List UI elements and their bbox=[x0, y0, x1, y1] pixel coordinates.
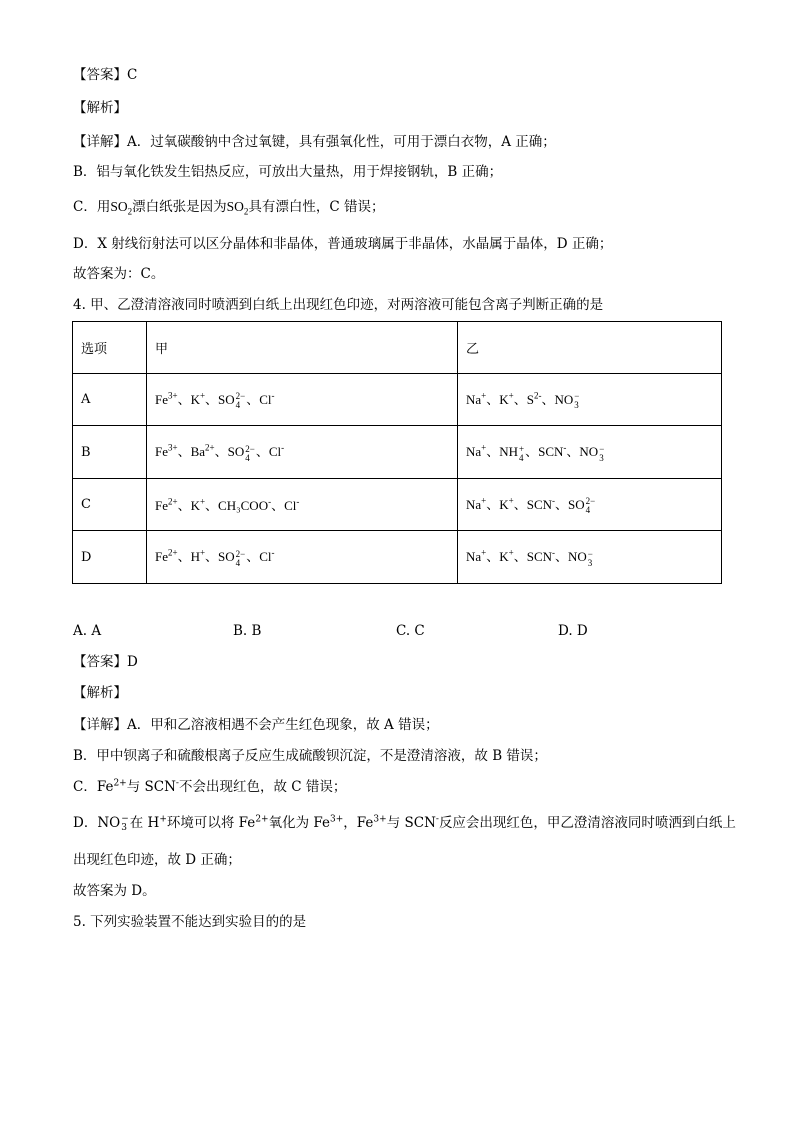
text-seg: 在 H bbox=[129, 815, 160, 831]
table-row bbox=[73, 531, 722, 584]
detail-b-q3: B．铝与氧化铁发生铝热反应，可放出大量热，用于焊接钢轨，B 正确； bbox=[73, 164, 503, 180]
charge: 2− bbox=[235, 391, 246, 401]
ion-text: 、Cl bbox=[255, 444, 282, 460]
option-cell: D bbox=[73, 531, 147, 584]
charge-stack bbox=[236, 392, 246, 410]
charge: + bbox=[199, 390, 206, 401]
text-seg: 漂白纸张是因为 bbox=[132, 199, 227, 215]
charge: - bbox=[552, 495, 556, 506]
ion-text: 、S bbox=[513, 391, 534, 407]
charge: 2+ bbox=[113, 778, 127, 789]
charge: + bbox=[508, 548, 514, 559]
detail-d-q4 bbox=[73, 814, 736, 833]
ion-text: 、K bbox=[486, 391, 509, 407]
subscript: 3 bbox=[574, 400, 579, 410]
jia-ions-cell bbox=[147, 479, 458, 531]
charge: − bbox=[599, 443, 605, 454]
header-jia: 甲 bbox=[147, 322, 458, 374]
ion-text: 、K bbox=[177, 391, 200, 407]
ion-text: 、SCN bbox=[513, 549, 553, 565]
ion-text: 、SCN bbox=[513, 496, 553, 512]
charge: 2+ bbox=[168, 548, 178, 559]
subscript: 4 bbox=[235, 400, 241, 410]
jia-ions-cell bbox=[147, 374, 458, 426]
charge: - bbox=[175, 778, 179, 789]
ion-text: Fe bbox=[155, 391, 168, 407]
charge: - bbox=[296, 496, 300, 507]
formula-text: SO bbox=[226, 199, 244, 214]
option-cell: A bbox=[73, 374, 147, 426]
ion-text: 、SO bbox=[214, 444, 245, 460]
ion-text: 、H bbox=[177, 549, 200, 565]
option-cell: B bbox=[73, 426, 147, 479]
subscript: 4 bbox=[235, 557, 241, 568]
charge: + bbox=[481, 390, 487, 401]
subscript: 4 bbox=[585, 505, 591, 515]
ion-text: 、K bbox=[486, 549, 509, 565]
text-seg: C．Fe bbox=[73, 779, 114, 795]
charge-stack bbox=[588, 550, 593, 568]
ion-text: 、NO bbox=[555, 549, 587, 565]
yi-ions-cell bbox=[458, 531, 722, 584]
text-seg: 与 SCN bbox=[126, 779, 176, 795]
ion-text: 、NO bbox=[566, 444, 599, 460]
charge: + bbox=[199, 496, 206, 507]
charge: + bbox=[481, 443, 487, 454]
charge: 2+ bbox=[255, 814, 269, 825]
subscript: 4 bbox=[519, 452, 524, 463]
option-cell: C bbox=[73, 479, 147, 531]
subscript: 3 bbox=[587, 557, 593, 568]
ion-text: 、SCN bbox=[525, 444, 564, 460]
formula-so2 bbox=[226, 199, 249, 217]
question-5-stem: 5. 下列实验装置不能达到实验目的的是 bbox=[73, 914, 307, 930]
charge: 2+ bbox=[205, 443, 215, 454]
charge: 2+ bbox=[168, 496, 178, 507]
charge-stack bbox=[245, 445, 255, 463]
charge: - bbox=[271, 390, 275, 401]
conclusion-q4: 故答案为 D。 bbox=[73, 883, 156, 899]
answer-label-q3: 【答案】C bbox=[73, 67, 138, 83]
header-option: 选项 bbox=[73, 322, 147, 374]
text-seg: 反应会出现红色，甲乙澄清溶液同时喷洒到白纸上 bbox=[438, 815, 736, 831]
ion-text: 、K bbox=[177, 498, 200, 513]
charge: + bbox=[508, 495, 514, 506]
ion-text: 、Cl bbox=[246, 549, 272, 565]
analysis-label-q4: 【解析】 bbox=[73, 685, 127, 701]
charge-stack bbox=[236, 550, 246, 568]
text-seg: D．NO bbox=[73, 815, 121, 831]
detail-c-q4 bbox=[73, 778, 346, 796]
charge: + bbox=[481, 548, 487, 559]
ion-text: 、Cl bbox=[271, 498, 297, 513]
ion-text: Fe bbox=[155, 444, 168, 460]
charge: - bbox=[271, 548, 275, 559]
ion-text: 、SO bbox=[205, 391, 235, 407]
charge: + bbox=[481, 495, 487, 506]
ion-text: 、Cl bbox=[246, 391, 272, 407]
subscript: 2 bbox=[243, 206, 249, 217]
detail-b-q4: B．甲中钡离子和硫酸根离子反应生成硫酸钡沉淀，不是澄清溶液，故 B 错误； bbox=[73, 748, 547, 764]
charge: 2- bbox=[533, 390, 542, 401]
subscript: 3 bbox=[121, 822, 127, 833]
charge: 3+ bbox=[168, 443, 178, 454]
charge: - bbox=[563, 443, 567, 454]
question-4-stem: 4. 甲、乙澄清溶液同时喷洒到白纸上出现红色印迹，对两溶液可能包含离子判断正确的是 bbox=[73, 297, 604, 313]
yi-ions-cell bbox=[458, 426, 722, 479]
text-seg: C．用 bbox=[73, 199, 111, 215]
answer-label-q4: 【答案】D bbox=[73, 654, 138, 670]
choice-b[interactable]: B. B bbox=[233, 623, 262, 639]
charge: - bbox=[268, 496, 272, 507]
table-header-row bbox=[73, 322, 722, 374]
charge: 3+ bbox=[330, 814, 344, 825]
charge: 2− bbox=[235, 548, 246, 559]
ion-text: Na bbox=[466, 549, 482, 565]
table-row bbox=[73, 426, 722, 479]
charge: − bbox=[574, 391, 580, 401]
subscript: 2 bbox=[127, 206, 133, 217]
detail-c-q3 bbox=[73, 198, 385, 216]
charge: + bbox=[508, 390, 514, 401]
subscript: 4 bbox=[245, 452, 250, 463]
text-seg: 不会出现红色，故 C 错误； bbox=[178, 779, 347, 795]
text-seg: ，Fe bbox=[343, 815, 374, 831]
charge: - bbox=[281, 443, 285, 454]
charge: 3+ bbox=[373, 814, 387, 825]
charge: + bbox=[159, 814, 167, 825]
table-row bbox=[73, 479, 722, 531]
text-seg: 与 SCN bbox=[386, 815, 436, 831]
charge: - bbox=[552, 548, 556, 559]
text-seg: 氧化为 Fe bbox=[268, 815, 331, 831]
charge: + bbox=[519, 443, 525, 454]
yi-ions-cell bbox=[458, 374, 722, 426]
charge-stack bbox=[599, 445, 604, 463]
ion-text: 、NH bbox=[486, 444, 519, 460]
charge-stack bbox=[519, 445, 524, 463]
ion-text: Fe bbox=[155, 498, 168, 513]
ion-text: Na bbox=[466, 444, 482, 460]
formula-text: SO bbox=[110, 199, 128, 214]
conclusion-q3: 故答案为：C。 bbox=[73, 266, 165, 282]
detail-a-q3: 【详解】A．过氧碳酸钠中含过氧键，具有强氧化性，可用于漂白衣物，A 正确； bbox=[73, 134, 556, 150]
charge: 3+ bbox=[168, 390, 178, 401]
ion-text: 、SO bbox=[555, 496, 585, 512]
header-yi: 乙 bbox=[458, 322, 722, 374]
formula-so2 bbox=[110, 199, 133, 217]
ion-text: 、NO bbox=[541, 391, 574, 407]
charge: 2− bbox=[585, 496, 596, 506]
ion-text: 、CH₃COO bbox=[205, 498, 269, 513]
table-row bbox=[73, 374, 722, 426]
charge: - bbox=[435, 814, 439, 825]
ion-text: Na bbox=[466, 391, 482, 407]
charge: − bbox=[121, 813, 129, 824]
jia-ions-cell bbox=[147, 531, 458, 584]
charge-stack bbox=[586, 497, 596, 515]
choice-a[interactable]: A. A bbox=[73, 623, 102, 639]
detail-a-q4: 【详解】A．甲和乙溶液相遇不会产生红色现象，故 A 错误； bbox=[73, 717, 439, 733]
subscript: 3 bbox=[599, 452, 604, 463]
charge: 2− bbox=[245, 443, 255, 454]
charge: + bbox=[199, 548, 206, 559]
analysis-label-q3: 【解析】 bbox=[73, 100, 127, 116]
text-seg: 环境可以将 Fe bbox=[166, 815, 256, 831]
detail-d-q3: D．X 射线衍射法可以区分晶体和非晶体，普通玻璃属于非晶体，水晶属于晶体，D 正确； bbox=[73, 236, 613, 252]
charge: − bbox=[587, 548, 593, 559]
text-seg: 具有漂白性，C 错误； bbox=[248, 199, 385, 215]
choice-c[interactable]: C. C bbox=[396, 623, 425, 639]
charge-stack bbox=[574, 392, 579, 410]
ion-text: 、SO bbox=[205, 549, 235, 565]
ion-text: Fe bbox=[155, 549, 168, 565]
choice-d[interactable]: D. D bbox=[558, 623, 588, 639]
charge-stack bbox=[121, 815, 129, 833]
detail-d-continued-q4: 出现红色印迹，故 D 正确； bbox=[73, 852, 241, 868]
ion-text: 、Ba bbox=[177, 444, 206, 460]
yi-ions-cell bbox=[458, 479, 722, 531]
ion-text: 、K bbox=[486, 496, 509, 512]
ion-options-table bbox=[72, 321, 722, 584]
jia-ions-cell bbox=[147, 426, 458, 479]
ion-text: Na bbox=[466, 496, 482, 512]
